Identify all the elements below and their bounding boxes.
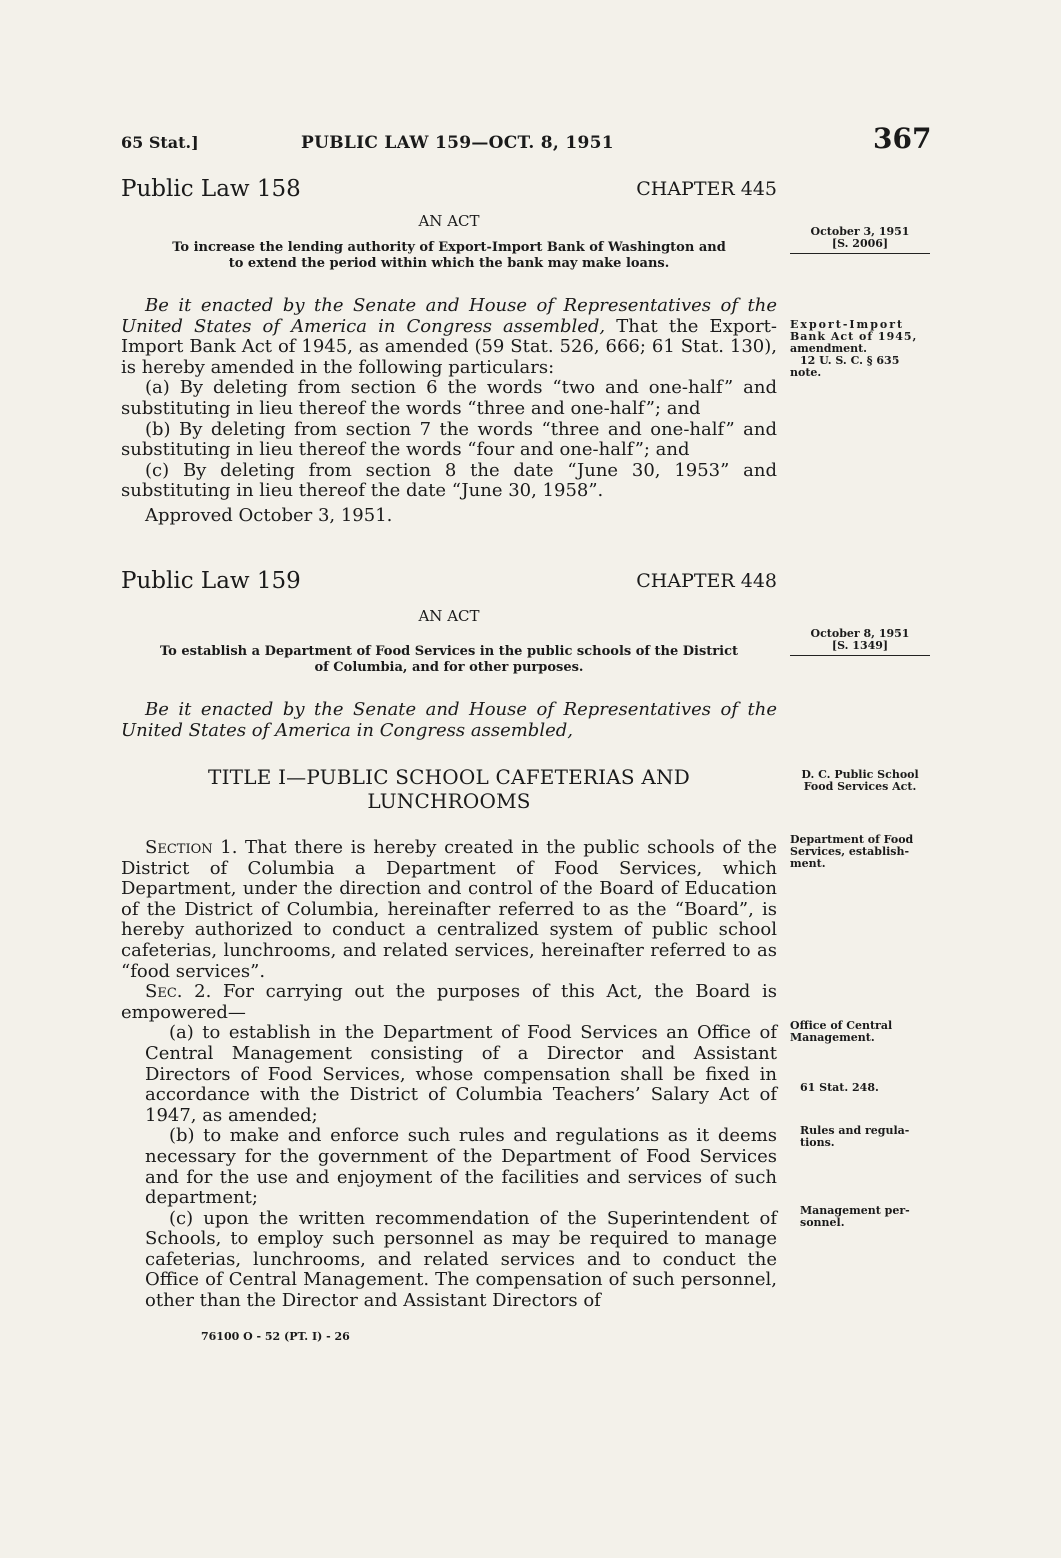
margin-rule-law158 xyxy=(790,253,930,254)
law159-long-title-line1: To establish a Department of Food Services in the public schools of the District xyxy=(159,644,739,659)
margin-exim-line1: Export-Import xyxy=(790,318,905,331)
section-2-text: For carrying out the purposes of this Act, the Board is empowered— xyxy=(121,981,778,1023)
margin-note-dc-act xyxy=(790,769,930,793)
law158-long-title-line2: to extend the period within which the bank may make loans. xyxy=(228,256,670,271)
margin-exim-line3: amendment. xyxy=(790,342,867,355)
margin-date2-line2: [S. 1349] xyxy=(831,639,889,652)
law159-body xyxy=(121,838,777,1312)
margin-dept-line1: Department of Food xyxy=(790,833,914,846)
law159-enacting-clause: Be it enacted by the Senate and House of Representatives of the United States of America in Congress assembled, xyxy=(121,699,777,741)
margin-note-management xyxy=(800,1205,940,1229)
margin-date1-line2: [S. 2006] xyxy=(831,237,889,250)
law158-enacting-rest: That the Export-Import Bank Act of 1945, as amended (59 Stat. 526, 666; 61 Stat. 130), is hereby amended in the following particulars: xyxy=(121,315,777,378)
margin-dc-line1: D. C. Public School xyxy=(801,768,919,781)
law158-item-a: (a) By deleting from section 6 the words “two and one-half” and substituting in lieu thereof the words “three and one-half”; and xyxy=(121,377,777,419)
law158-long-title xyxy=(121,240,777,272)
law158-approved: Approved October 3, 1951. xyxy=(145,504,393,526)
law159-chapter-label: CHAPTER 448 xyxy=(636,570,777,592)
margin-rule-law159 xyxy=(790,655,930,656)
margin-note-stat: 61 Stat. 248. xyxy=(800,1081,879,1094)
section-2-item-a xyxy=(145,1023,777,1126)
section-2 xyxy=(121,982,777,1023)
section-2-item-c-text: (c) upon the written recommendation of the Superintendent of Schools, to employ such personnel as may be required to manage cafeterias, lunchrooms, and related services and to conduct the Office of Central Management. The compensation of such personnel, other than the Director and Assistant Directors of xyxy=(145,1207,777,1312)
law158-public-law-label: Public Law 158 xyxy=(121,176,301,202)
title-heading-line2: LUNCHROOMS xyxy=(367,789,531,813)
margin-office-line1: Office of Central xyxy=(790,1019,893,1032)
margin-date2-line1: October 8, 1951 xyxy=(810,627,910,640)
running-header-volume: 65 Stat.] xyxy=(121,133,199,152)
margin-exim-line2: Bank Act of 1945, xyxy=(790,330,918,343)
margin-note-export-import xyxy=(790,319,930,379)
law158-enacting-clause xyxy=(121,296,777,378)
section-2-label: Sec. 2. xyxy=(145,981,212,1003)
law159-an-act: AN ACT xyxy=(418,607,480,625)
law158-body xyxy=(121,296,777,527)
law159-long-title-line2: of Columbia, and for other purposes. xyxy=(314,660,584,675)
section-2-item-b-text: (b) to make and enforce such rules and regulations as it deems necessary for the government of the Department of Food Services and for the use and enjoyment of the facilities and services of such department; xyxy=(145,1125,777,1209)
margin-rules-line1: Rules and regula- xyxy=(800,1124,910,1137)
law158-item-b: (b) By deleting from section 7 the words “three and one-half” and substituting in lieu thereof the words “four and one-half”; and xyxy=(121,418,777,461)
law158-item-c: (c) By deleting from section 8 the date “June 30, 1953” and substituting in lieu thereof the date “June 30, 1958”. xyxy=(121,459,777,502)
section-1-label: Section 1. xyxy=(145,837,238,858)
margin-note-rules xyxy=(800,1125,940,1149)
section-1 xyxy=(121,838,777,982)
law159-enacting-block xyxy=(121,700,777,741)
law158-enacting-italic: Be it enacted by the Senate and House of Representatives of the United States of America in Congress assembled, xyxy=(121,295,777,337)
title-heading xyxy=(121,765,777,813)
law159-public-law-label: Public Law 159 xyxy=(121,568,301,594)
running-header-title: PUBLIC LAW 159—OCT. 8, 1951 xyxy=(301,133,614,153)
title-heading-line1: TITLE I—PUBLIC SCHOOL CAFETERIAS AND xyxy=(208,765,690,789)
section-2-item-a-text: (a) to establish in the Department of Food Services an Office of Central Management consisting of a Director and Assistant Directors of Food Services, whose compensation shall be fixed in accordance with the District of Columbia Teachers’ Salary Act of 1947, as amended; xyxy=(145,1022,777,1126)
margin-note-department xyxy=(790,834,930,870)
margin-exim-line4: 12 U. S. C. § 635 xyxy=(800,354,900,367)
margin-dept-line2: Services, establish- xyxy=(790,845,910,858)
section-2-item-c xyxy=(145,1209,777,1312)
margin-note-date-law158 xyxy=(790,226,930,250)
margin-exim-line5: note. xyxy=(790,366,822,379)
margin-mgmt-line2: sonnel. xyxy=(800,1216,845,1229)
law159-long-title xyxy=(121,644,777,676)
margin-mgmt-line1: Management per- xyxy=(800,1204,910,1217)
law158-chapter-label: CHAPTER 445 xyxy=(636,178,777,200)
margin-note-date-law159 xyxy=(790,628,930,652)
section-1-text: That there is hereby created in the public schools of the District of Columbia a Department of Food Services, which Department, under the direction and control of the Board of Education of the District of Columbia, hereinafter referred to as the “Board”, is hereby authorized to conduct a centralized system of public school cafeterias, lunchrooms, and related services, hereinafter referred to as “food services”. xyxy=(121,837,777,982)
margin-note-office xyxy=(790,1020,930,1044)
law158-long-title-line1: To increase the lending authority of Export-Import Bank of Washington and xyxy=(172,240,726,255)
print-code-footer: 76100 O - 52 (PT. I) - 26 xyxy=(201,1330,350,1343)
page-number: 367 xyxy=(873,122,932,155)
margin-office-line2: Management. xyxy=(790,1031,875,1044)
section-2-item-b xyxy=(145,1126,777,1208)
margin-dc-line2: Food Services Act. xyxy=(803,780,917,793)
margin-rules-line2: tions. xyxy=(800,1136,835,1149)
margin-dept-line3: ment. xyxy=(790,857,826,870)
margin-date1-line1: October 3, 1951 xyxy=(810,225,910,238)
law158-an-act: AN ACT xyxy=(418,212,480,230)
